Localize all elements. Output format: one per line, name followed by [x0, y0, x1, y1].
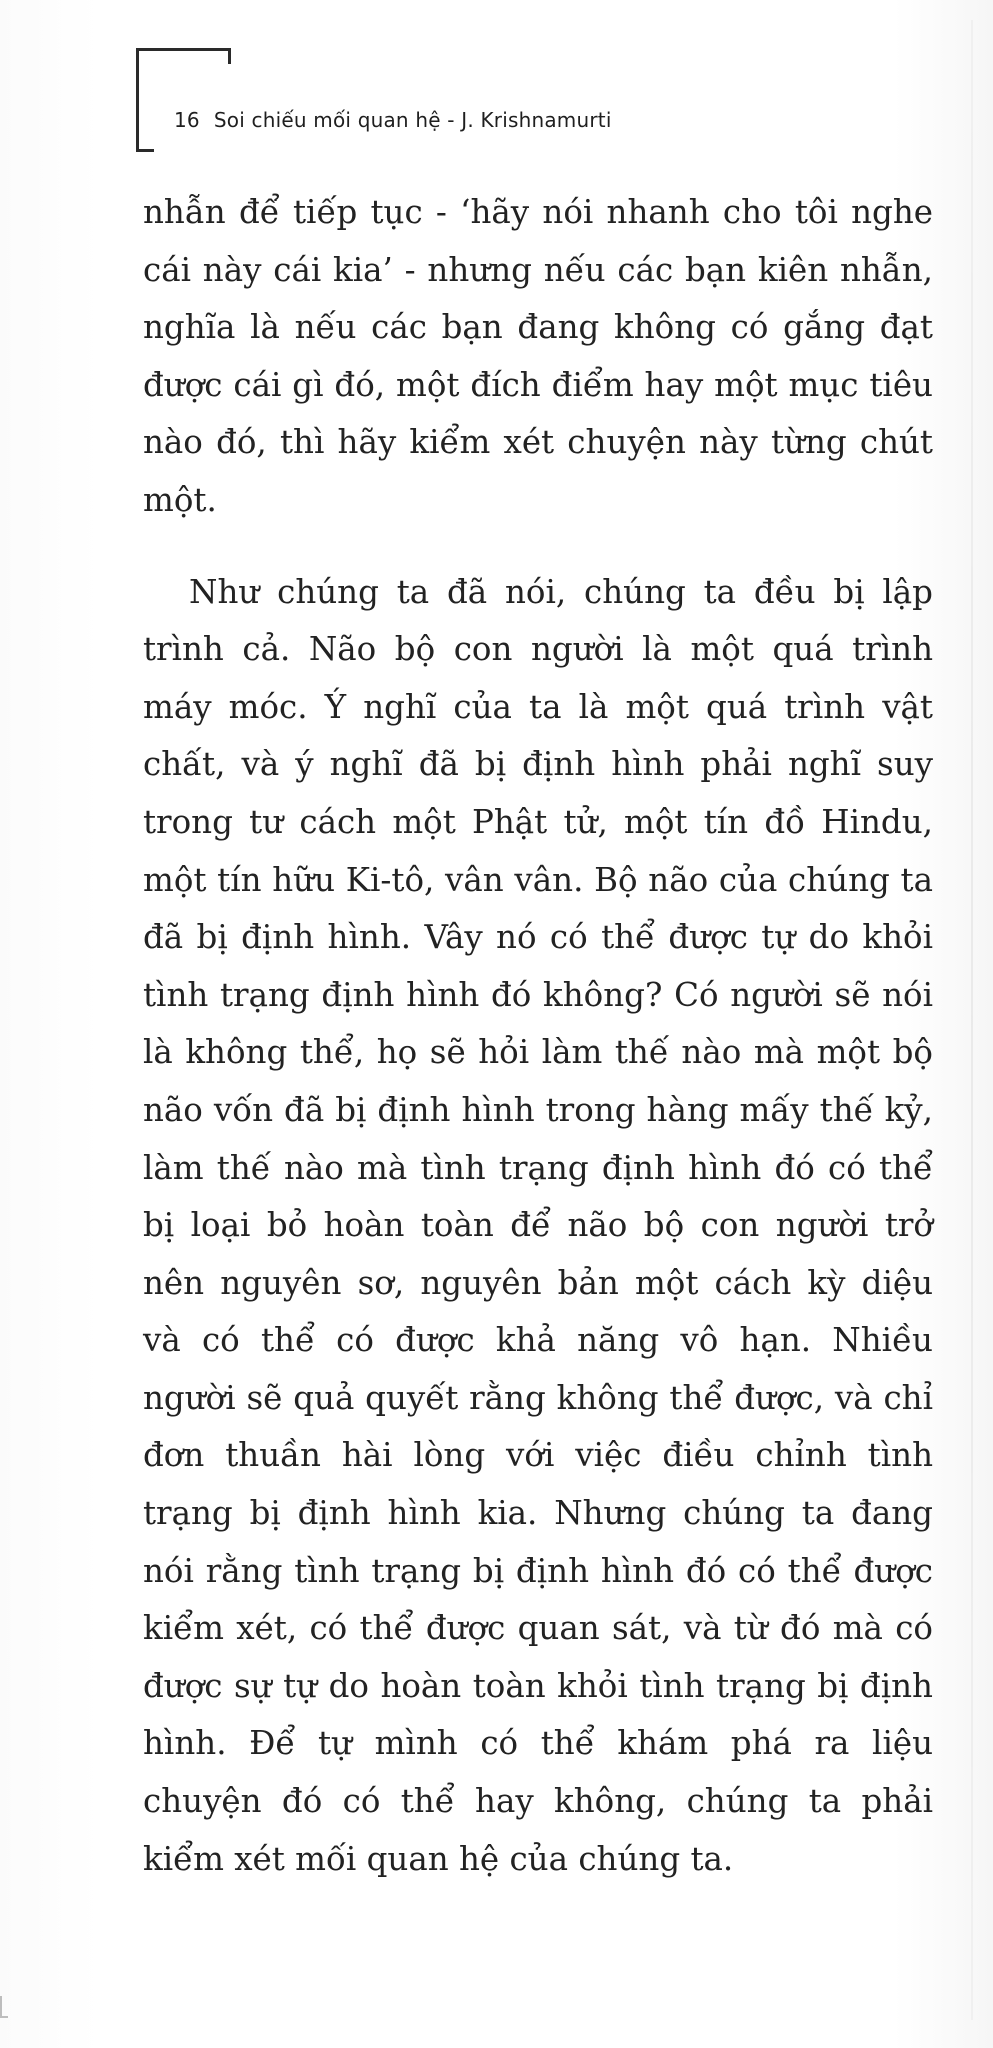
page-corner-mark [0, 1996, 8, 2018]
header-bracket-tick [228, 48, 231, 64]
paragraph: Như chúng ta đã nói, chúng ta đều bị lập trình cả. Não bộ con người là một quá trình máy móc. Ý nghĩ của ta là một quá trình vật chất, và ý nghĩ đã bị định hình phải nghĩ suy trong tư cách một Phật tử, một tín đồ Hindu, một tín hữu Ki-tô, vân vân. Bộ não của chúng ta đã bị định hình. Vây nó có thể được tự do khỏi tình trạng định hình đó không? Có người sẽ nói là không thể, họ sẽ hỏi làm thế nào mà một bộ não vốn đã bị định hình trong hàng mấy thế kỷ, làm thế nào mà tình trạng định hình đó có thể bị loại bỏ hoàn toàn để não bộ con người trở nên nguyên sơ, nguyên bản một cách kỳ diệu và có thể có được khả năng vô hạn. Nhiều người sẽ quả quyết rằng không thể được, và chỉ đơn thuần hài lòng với việc điều chỉnh tình trạng bị định hình kia. Nhưng chúng ta đang nói rằng tình trạng bị định hình đó có thể được kiểm xét, có thể được quan sát, và từ đó mà có được sự tự do hoàn toàn khỏi tình trạng bị định hình. Để tự mình có thể khám phá ra liệu chuyện đó có thể hay không, chúng ta phải kiểm xét mối quan hệ của chúng ta. [143, 572, 933, 1878]
running-head-title: Soi chiếu mối quan hệ - J. Krishnamurti [213, 108, 612, 132]
body-text [143, 184, 933, 1888]
page-edge-shadow [971, 20, 973, 2020]
running-head [174, 108, 612, 132]
header-bracket-foot [136, 149, 154, 152]
page-number: 16 [174, 108, 200, 132]
paragraph-continued: nhẫn để tiếp tục - ‘hãy nói nhanh cho tôi nghe cái này cái kia’ - nhưng nếu các bạn kiên nhẫn, nghĩa là nếu các bạn đang không có gắng đạt được cái gì đó, một đích điểm hay một mục tiêu nào đó, thì hãy kiểm xét chuyện này từng chút một. [143, 193, 933, 519]
page-header [136, 48, 896, 158]
header-bracket [136, 48, 231, 152]
